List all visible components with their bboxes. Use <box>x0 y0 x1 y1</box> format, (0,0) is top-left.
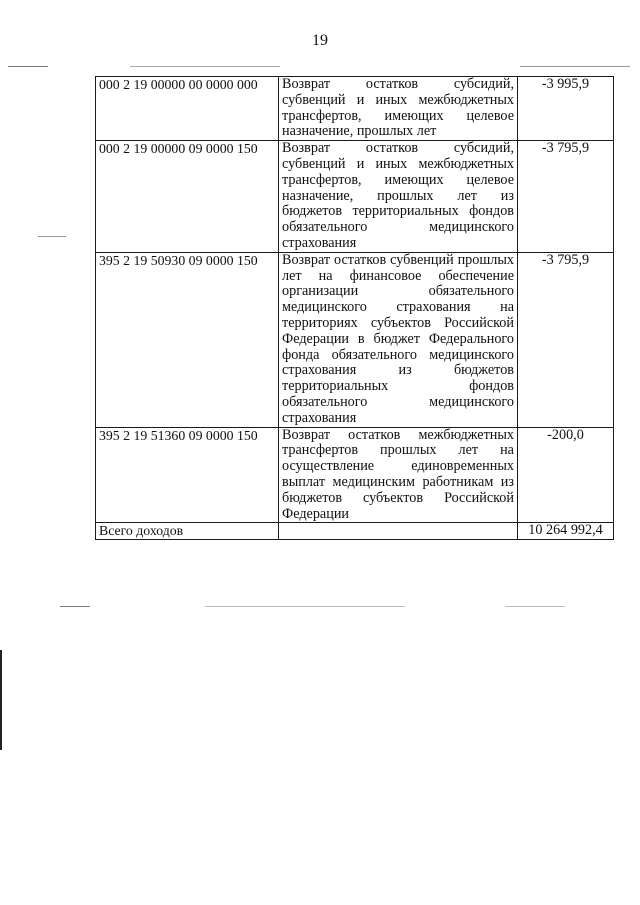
total-empty-cell <box>279 523 518 540</box>
row-description: Возврат остатков субсидий, субвенций и иных межбюджетных трансфертов, имеющих целевое назначение, прошлых лет <box>279 77 518 141</box>
revenue-table <box>95 76 614 540</box>
row-code: 000 2 19 00000 00 0000 000 <box>96 77 279 141</box>
row-code: 395 2 19 51360 09 0000 150 <box>96 427 279 523</box>
row-amount: -200,0 <box>518 427 614 523</box>
scan-mark-lower-3 <box>505 606 565 607</box>
row-code: 395 2 19 50930 09 0000 150 <box>96 252 279 427</box>
table-row <box>96 252 614 427</box>
scan-mark-top-right <box>520 66 630 67</box>
row-code: 000 2 19 00000 09 0000 150 <box>96 141 279 253</box>
table-row <box>96 141 614 253</box>
row-amount: -3 795,9 <box>518 141 614 253</box>
row-description: Возврат остатков межбюджетных трансфертов прошлых лет на осуществление единовременных выплат медицинским работникам из бюджетов субъектов Российской Федерации <box>279 427 518 523</box>
row-description: Возврат остатков субвенций прошлых лет на финансовое обеспечение организации обязательного медицинского страхования на территориях субъектов Российской Федерации в бюджет Федерального фонда обязательного медицинского страхования из бюджетов территориальных фондов обязательного медицинского страхования <box>279 252 518 427</box>
scan-mark-lower-2 <box>205 606 405 607</box>
total-amount: 10 264 992,4 <box>518 523 614 540</box>
scan-mark-mid-left <box>38 236 66 237</box>
row-amount: -3 795,9 <box>518 252 614 427</box>
row-description: Возврат остатков субсидий, субвенций и иных межбюджетных трансфертов, имеющих целевое назначение, прошлых лет из бюджетов территориальных фондов обязательного медицинского страхования <box>279 141 518 253</box>
page-number: 19 <box>312 32 328 49</box>
table-row <box>96 427 614 523</box>
scan-edge-left <box>0 650 2 750</box>
total-label: Всего доходов <box>96 523 279 540</box>
total-row <box>96 523 614 540</box>
table-row <box>96 77 614 141</box>
scan-mark-top-mid <box>130 66 280 67</box>
scan-mark-lower-1 <box>60 606 90 607</box>
row-amount: -3 995,9 <box>518 77 614 141</box>
scan-mark-top-left <box>8 66 48 67</box>
